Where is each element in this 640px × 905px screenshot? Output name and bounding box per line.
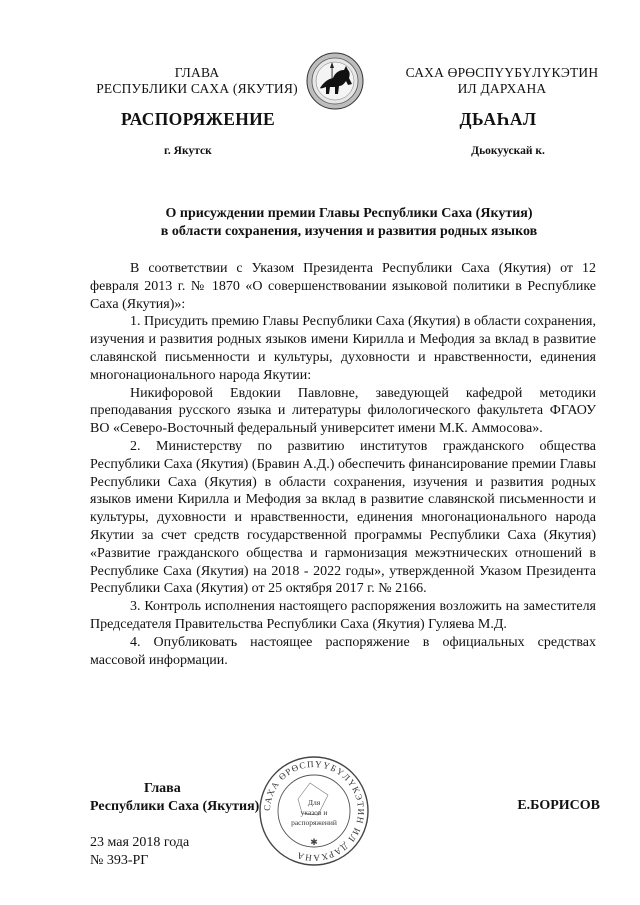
republic-emblem-icon — [306, 52, 364, 110]
doc-type-sakha: ДЬАҺАЛ — [459, 109, 537, 129]
preamble-paragraph: В соответствии с Указом Президента Республики Саха (Якутия) от 12 февраля 2013 г. № 1870 «О совершенствовании языковой политики в Республике Саха (Якутия)»: — [90, 261, 596, 312]
signatory-name: Е.БОРИСОВ — [517, 798, 600, 813]
doc-type-russian: РАСПОРЯЖЕНИЕ — [120, 109, 275, 129]
signatory-title-line1: Глава — [144, 781, 181, 796]
seal-outer-text: САХА ӨРӨСПҮҮБҮЛҮКЭТИН ИЛ ДАРХАНА — [261, 758, 367, 864]
item-1-paragraph: 1. Присудить премию Главы Республики Саха (Якутия) в области сохранения, изучения и развития родных языков имени Кирилла и Мефодия за вклад в развитие славянской письменности и культуры, духовности и нравственности, единения многонационального народа Якутии: — [90, 314, 596, 383]
item-2-paragraph: 2. Министерству по развитию институтов гражданского общества Республики Саха (Якутия) (Бравин А.Д.) обеспечить финансирование премии Главы Республики Саха (Якутия) в области сохранения, изучения и развития родных языков имени Кирилла и Мефодия за вклад в развитие славянской письменности и культуры, духовности и нравственности, единения многонационального народа Якутии за счет средств государственной программы Республики Саха (Якутия) «Развитие гражданского общества и гармонизация межэтнических отношений в Республике Саха (Якутия) на 2018 - 2022 годы», утвержденной Указом Президента Республики Саха (Якутия) от 25 октября 2017 г. № 2166. — [90, 438, 596, 597]
header-left-block — [90, 65, 304, 97]
item-4-paragraph: 4. Опубликовать настоящее распоряжение в официальных средствах массовой информации. — [90, 634, 596, 668]
header-right-line2: ИЛ ДАРХАНА — [457, 81, 547, 96]
item-3-paragraph: 3. Контроль исполнения настоящего распоряжения возложить на заместителя Председателя Правительства Республики Саха (Якутия) Гуляева М.Д. — [90, 599, 596, 632]
document-body — [90, 260, 596, 669]
seal-center-line3: распоряжений — [291, 818, 337, 827]
title-line2: в области сохранения, изучения и развития родных языков — [160, 224, 538, 239]
document-date: 23 мая 2018 года — [90, 835, 190, 850]
header-right-line1: САХА ӨРӨСПҮҮБҮЛҮКЭТИН — [405, 65, 599, 80]
title-line1: О присуждении премии Главы Республики Саха (Якутия) — [165, 206, 533, 221]
seal-center-line2: указов и — [300, 808, 328, 817]
document-number: № 393-РГ — [90, 853, 149, 868]
seal-center-line1: Для — [307, 798, 321, 807]
seal-star-icon: ✱ — [310, 838, 318, 848]
laureate-paragraph: Никифоровой Евдокии Павловне, заведующей кафедрой методики преподавания русского языка и литературы филологического факультета ФГАОУ ВО «Северо-Восточный федеральный университет имени М.К. Аммосова». — [90, 385, 596, 437]
signatory-title-line2: Республики Саха (Якутия) — [90, 799, 260, 814]
city-russian: г. Якутск — [164, 145, 212, 157]
header-left-line2: РЕСПУБЛИКИ САХА (ЯКУТИЯ) — [96, 81, 298, 96]
header-left-line1: ГЛАВА — [174, 65, 220, 80]
city-sakha: Дьокуускай к. — [471, 145, 545, 157]
document-title — [96, 205, 602, 241]
header-right-block — [388, 65, 616, 97]
document-footer — [90, 834, 290, 870]
